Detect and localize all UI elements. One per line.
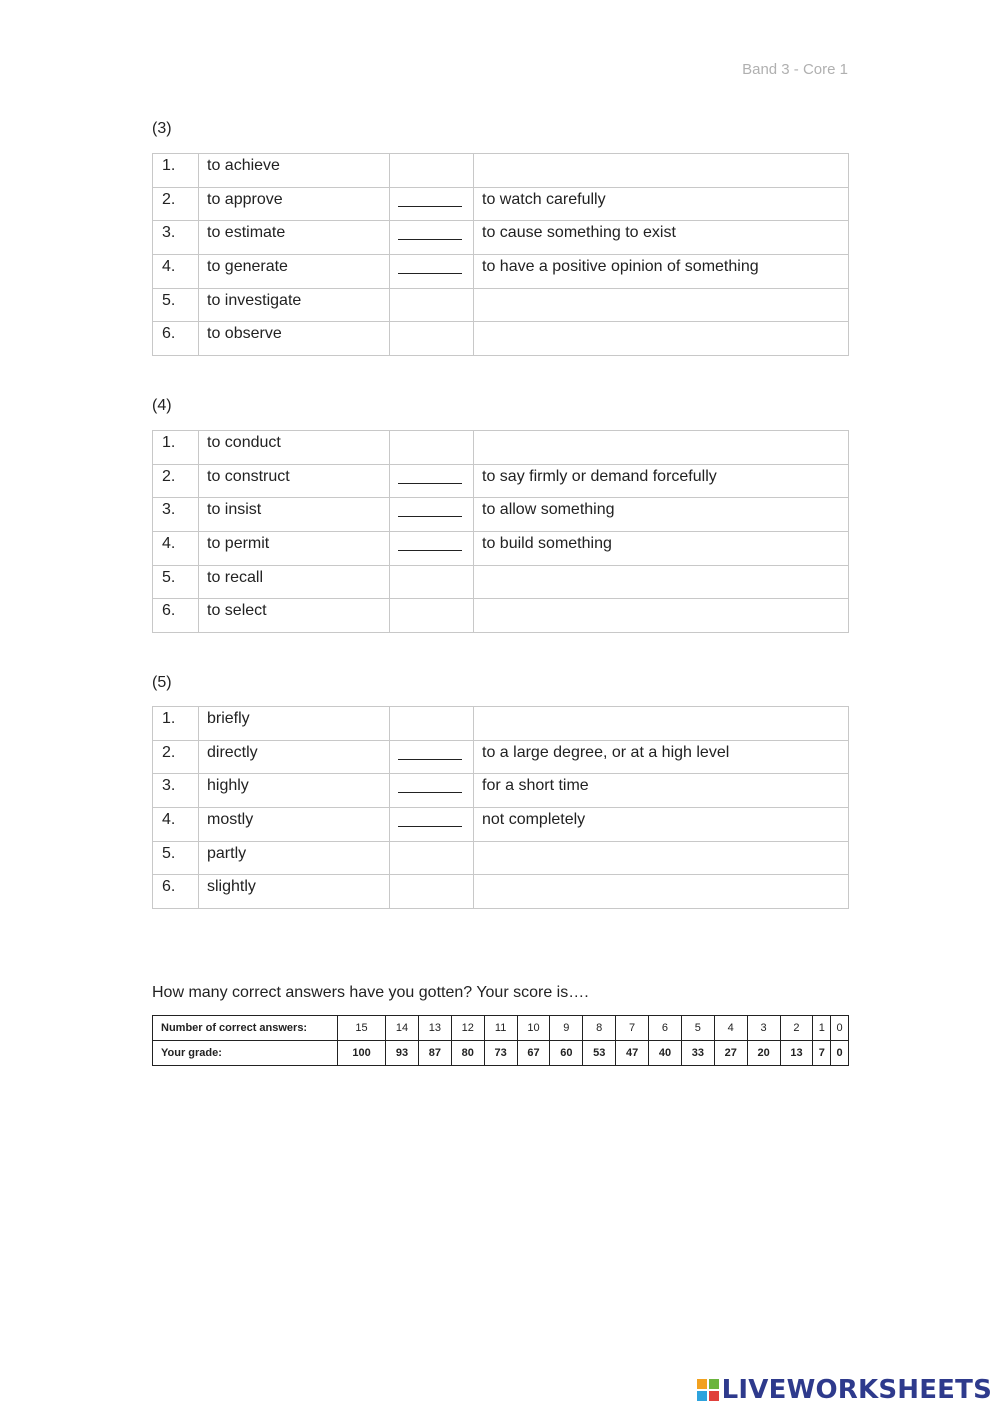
correct-count-cell: 13 [418,1016,451,1041]
vocab-word: to conduct [199,431,390,465]
grade-row [153,1041,849,1066]
vocab-word: partly [199,841,390,875]
definition [474,288,849,322]
grade-cell: 0 [831,1041,849,1066]
answer-cell [390,599,474,633]
matching-table-3 [152,153,849,356]
correct-count-cell: 5 [681,1016,714,1041]
vocab-word: to investigate [199,288,390,322]
answer-cell [390,154,474,188]
answer-cell[interactable] [390,808,474,842]
answer-blank[interactable] [398,777,462,793]
definition [474,707,849,741]
logo-mark-square [697,1391,707,1401]
section-5-label: (5) [152,674,172,691]
answer-cell[interactable] [390,221,474,255]
item-number: 4. [153,808,199,842]
table-row [153,565,849,599]
answer-blank[interactable] [398,468,462,484]
grade-cell: 93 [386,1041,419,1066]
answer-cell[interactable] [390,464,474,498]
item-number: 1. [153,707,199,741]
item-number: 5. [153,565,199,599]
definition [474,841,849,875]
logo-mark-square [709,1379,719,1389]
grade-cell: 53 [583,1041,616,1066]
table-row [153,322,849,356]
vocab-word: to generate [199,255,390,289]
answer-blank[interactable] [398,258,462,274]
correct-count-cell: 11 [484,1016,517,1041]
correct-count-cell: 0 [831,1016,849,1041]
item-number: 1. [153,431,199,465]
table-row [153,532,849,566]
correct-count-cell: 3 [747,1016,780,1041]
section-3-label: (3) [152,120,172,137]
table-row [153,498,849,532]
liveworksheets-logo[interactable] [697,1375,992,1405]
definition [474,565,849,599]
answer-cell[interactable] [390,774,474,808]
matching-table-4 [152,430,849,633]
table-row [153,740,849,774]
vocab-word: mostly [199,808,390,842]
grade-cell: 60 [550,1041,583,1066]
correct-answers-row [153,1016,849,1041]
vocab-word: to select [199,599,390,633]
correct-count-cell: 2 [780,1016,813,1041]
grade-cell: 100 [338,1041,386,1066]
grade-cell: 20 [747,1041,780,1066]
item-number: 3. [153,498,199,532]
definition: to say firmly or demand forcefully [474,464,849,498]
answer-blank[interactable] [398,811,462,827]
section-4-label: (4) [152,397,172,414]
vocab-word: to recall [199,565,390,599]
score-question: How many correct answers have you gotten? Your score is…. [152,984,589,1001]
item-number: 2. [153,464,199,498]
vocab-word: to approve [199,187,390,221]
band-label: Band 3 - Core 1 [742,61,848,78]
item-number: 3. [153,774,199,808]
definition: to build something [474,532,849,566]
item-number: 4. [153,255,199,289]
grade-cell: 27 [714,1041,747,1066]
answer-cell [390,565,474,599]
answer-cell [390,431,474,465]
grade-cell: 47 [616,1041,649,1066]
logo-text: LIVEWORKSHEETS [721,1375,992,1405]
definition: to a large degree, or at a high level [474,740,849,774]
answer-cell [390,841,474,875]
logo-mark-icon [697,1379,719,1401]
definition: to watch carefully [474,187,849,221]
table-row [153,255,849,289]
definition: to allow something [474,498,849,532]
answer-cell [390,322,474,356]
answer-blank[interactable] [398,535,462,551]
vocab-word: directly [199,740,390,774]
vocab-word: to insist [199,498,390,532]
grade-label: Your grade: [153,1041,338,1066]
correct-count-cell: 1 [813,1016,831,1041]
table-row [153,599,849,633]
correct-count-cell: 12 [451,1016,484,1041]
item-number: 3. [153,221,199,255]
definition [474,875,849,909]
correct-count-cell: 15 [338,1016,386,1041]
vocab-word: slightly [199,875,390,909]
answer-cell[interactable] [390,187,474,221]
grade-cell: 73 [484,1041,517,1066]
logo-mark-square [697,1379,707,1389]
definition: for a short time [474,774,849,808]
item-number: 5. [153,288,199,322]
correct-count-cell: 9 [550,1016,583,1041]
answer-cell [390,707,474,741]
answer-blank[interactable] [398,501,462,517]
item-number: 6. [153,599,199,633]
correct-answers-label: Number of correct answers: [153,1016,338,1041]
table-row [153,707,849,741]
answer-cell[interactable] [390,740,474,774]
definition: to have a positive opinion of something [474,255,849,289]
table-row [153,875,849,909]
table-row [153,288,849,322]
answer-cell[interactable] [390,532,474,566]
table-row [153,187,849,221]
matching-table-5 [152,706,849,909]
definition [474,154,849,188]
logo-mark-square [709,1391,719,1401]
table-row [153,431,849,465]
correct-count-cell: 6 [649,1016,682,1041]
answer-cell[interactable] [390,498,474,532]
definition [474,431,849,465]
item-number: 2. [153,740,199,774]
grade-cell: 67 [517,1041,550,1066]
item-number: 6. [153,875,199,909]
grade-cell: 40 [649,1041,682,1066]
table-row [153,808,849,842]
vocab-word: highly [199,774,390,808]
table-row [153,774,849,808]
definition [474,322,849,356]
answer-cell [390,875,474,909]
grade-cell: 7 [813,1041,831,1066]
correct-count-cell: 14 [386,1016,419,1041]
answer-blank[interactable] [398,224,462,240]
grade-cell: 87 [418,1041,451,1066]
correct-count-cell: 7 [616,1016,649,1041]
vocab-word: to achieve [199,154,390,188]
correct-count-cell: 10 [517,1016,550,1041]
table-row [153,841,849,875]
item-number: 2. [153,187,199,221]
item-number: 1. [153,154,199,188]
item-number: 5. [153,841,199,875]
correct-count-cell: 8 [583,1016,616,1041]
correct-count-cell: 4 [714,1016,747,1041]
vocab-word: to permit [199,532,390,566]
item-number: 6. [153,322,199,356]
answer-blank[interactable] [398,191,462,207]
grade-cell: 80 [451,1041,484,1066]
vocab-word: to estimate [199,221,390,255]
score-table [152,1015,849,1066]
table-row [153,221,849,255]
vocab-word: to observe [199,322,390,356]
grade-cell: 33 [681,1041,714,1066]
answer-cell [390,288,474,322]
grade-cell: 13 [780,1041,813,1066]
definition: not completely [474,808,849,842]
table-row [153,154,849,188]
definition [474,599,849,633]
answer-cell[interactable] [390,255,474,289]
definition: to cause something to exist [474,221,849,255]
item-number: 4. [153,532,199,566]
vocab-word: to construct [199,464,390,498]
answer-blank[interactable] [398,744,462,760]
table-row [153,464,849,498]
vocab-word: briefly [199,707,390,741]
